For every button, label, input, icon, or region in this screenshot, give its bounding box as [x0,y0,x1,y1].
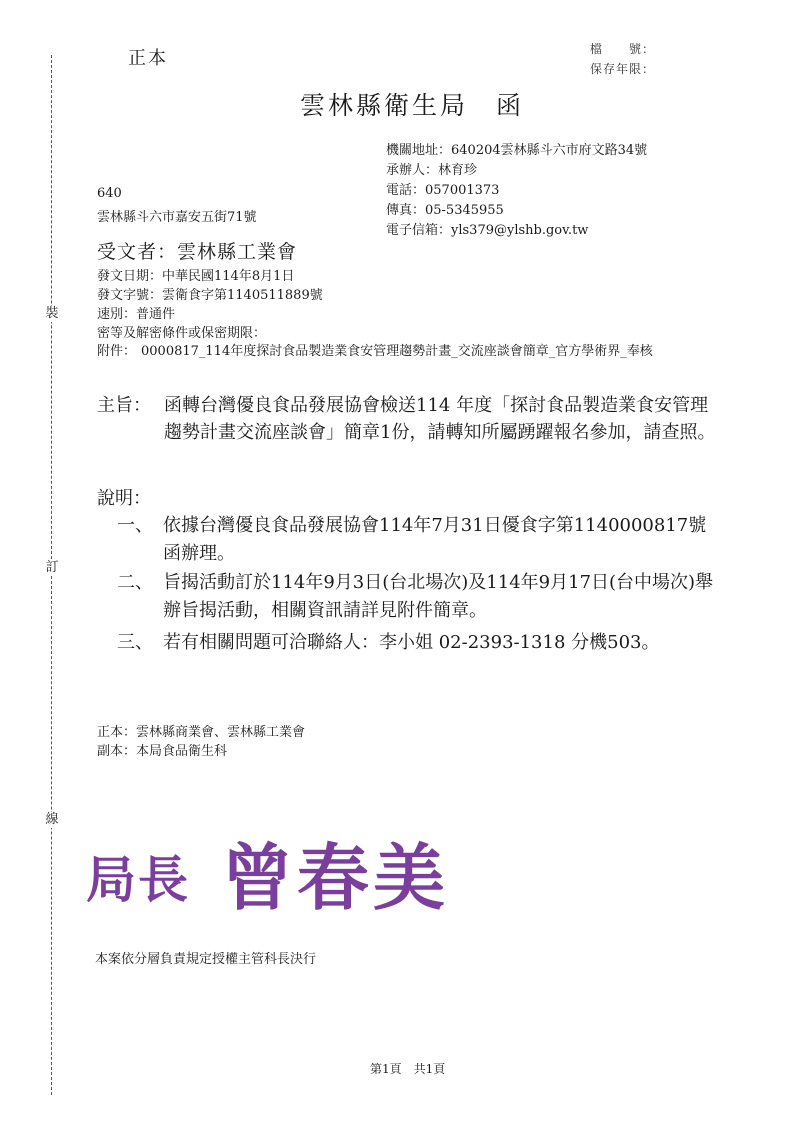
agency-phone: 電話：057001373 [386,183,500,198]
binding-mark-staple: 訂 [45,560,59,575]
item-number: 一、 [117,515,153,536]
binding-mark-line: 線 [45,812,59,827]
issue-number: 發文字號：雲衛食字第1140511889號 [97,288,323,303]
attachment-text: 0000817_114年度探討食品製造業食安管理趨勢計畫_交流座談會簡章_官方學術界_奉核 [141,344,653,359]
duplicate-recipients: 副本：本局食品衛生科 [97,744,228,759]
explanation-item [117,569,717,625]
archive-file-number: 檔 號： [590,42,656,56]
signature-title: 局長 [86,851,190,909]
explanation-label: 說明： [97,488,151,509]
item-text: 旨揭活動訂於114年9月3日(台北場次)及114年9月17日(台中場次)舉辦旨揭活動，相關資訊請詳見附件簡章。 [163,572,714,621]
subject-label: 主旨： [97,395,151,416]
item-number: 二、 [117,572,153,593]
subject-text: 函轉台灣優良食品發展協會檢送114 年度「探討食品製造業食安管理趨勢計畫交流座談會」簡章1份，請轉知所屬踴躍報名參加，請查照。 [164,395,716,443]
issue-date: 發文日期：中華民國114年8月1日 [97,269,295,284]
explanation-item [117,512,717,568]
recipient-postcode: 640 [97,186,122,201]
confidentiality: 密等及解密條件或保密期限： [97,326,267,341]
copy-label: 正本 [128,48,168,69]
document-title: 雲林縣衛生局 函 [300,91,525,120]
agency-fax: 傳真：05-5345955 [386,203,504,218]
urgency: 速別：普通件 [97,307,176,322]
attachment [97,343,737,361]
subject [97,392,717,446]
delegation-note: 本案依分層負責規定授權主管科長決行 [95,952,317,967]
item-text: 若有相關問題可洽聯絡人：李小姐 02-2393-1318 分機503。 [163,632,660,653]
signature-name: 曾春美 [221,836,450,920]
page-number: 第1頁 共1頁 [370,1062,446,1076]
agency-email: 電子信箱：yls379@ylshb.gov.tw [386,223,589,238]
item-number: 三、 [117,632,153,653]
agency-address: 機關地址：640204雲林縣斗六市府文路34號 [386,143,648,158]
recipient-address: 雲林縣斗六市嘉安五街71號 [97,210,257,225]
archive-retention-period: 保存年限： [590,62,656,76]
binding-mark-bind: 裝 [45,306,59,321]
agency-contact-person: 承辦人：林育珍 [386,163,478,178]
item-text: 依據台灣優良食品發展協會114年7月31日優食字第1140000817號函辦理。 [163,515,707,564]
recipient: 受文者：雲林縣工業會 [97,241,298,263]
explanation-item [117,629,717,657]
director-signature-stamp [86,818,466,920]
original-recipients: 正本：雲林縣商業會、雲林縣工業會 [97,725,306,740]
attachment-label: 附件： [97,344,137,359]
